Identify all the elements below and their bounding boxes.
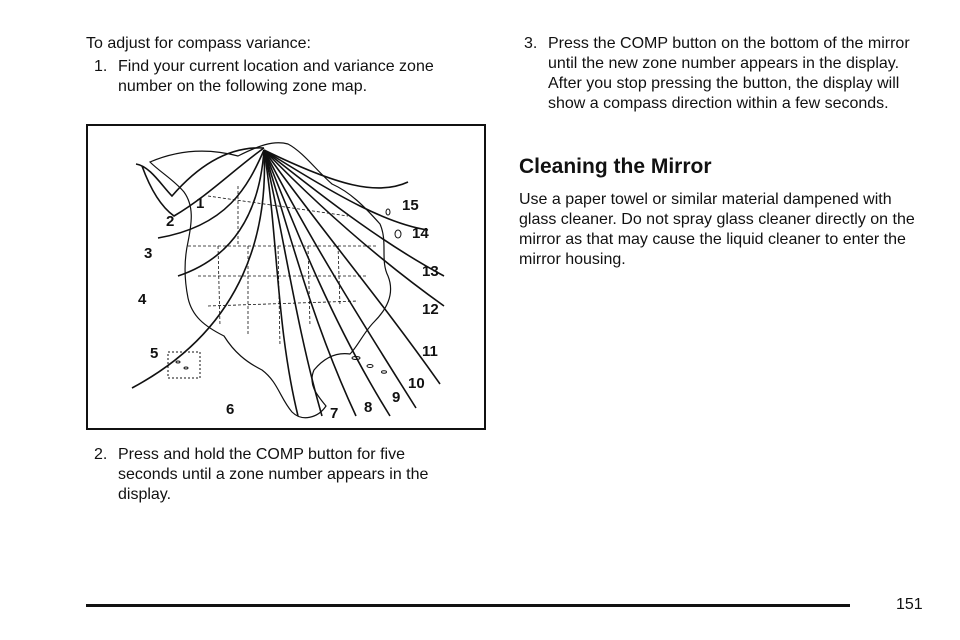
intro-text: To adjust for compass variance: (86, 35, 311, 52)
state-borders (188, 186, 378, 346)
step-text: Press and hold the COMP button for five seconds until a zone number appears in the display. (118, 446, 429, 503)
isogonic-line-9 (264, 150, 390, 416)
zone-label-8: 8 (364, 399, 373, 416)
zone-label-1: 1 (196, 195, 205, 212)
zone-label-15: 15 (402, 197, 419, 214)
zone-label-13: 13 (422, 263, 439, 280)
zone-label-14: 14 (412, 225, 429, 242)
cleaning-paragraph: Use a paper towel or similar material dampened with glass cleaner. Do not spray glass cleaner directly on the mirror as that may cause the liquid cleaner to enter the mirror housing. (519, 191, 915, 268)
zone-label-5: 5 (150, 345, 159, 362)
zone-label-7: 7 (330, 405, 339, 422)
zone-label-12: 12 (422, 301, 439, 318)
zone-map-drawing (88, 126, 484, 428)
zone-label-4: 4 (138, 291, 147, 308)
step-text: Press the COMP button on the bottom of the mirror until the new zone number appears in the display. After you stop pressing the button, the display will show a compass direction within a few seconds. (548, 35, 910, 112)
zone-label-9: 9 (392, 389, 401, 406)
zone-label-2: 2 (166, 213, 175, 230)
continent-outline (150, 143, 391, 418)
isogonic-line-1 (136, 148, 264, 196)
page-number: 151 (896, 596, 923, 613)
zone-label-10: 10 (408, 375, 425, 392)
isogonic-line-15 (264, 150, 408, 188)
step-number: 2. (94, 446, 108, 463)
step-text: Find your current location and variance zone number on the following zone map. (118, 58, 434, 95)
footer-rule (86, 604, 850, 607)
section-heading: Cleaning the Mirror (519, 155, 712, 178)
zone-label-3: 3 (144, 245, 153, 262)
step-number: 3. (524, 35, 538, 52)
zone-label-11: 11 (422, 343, 438, 360)
step-number: 1. (94, 58, 108, 75)
islands (168, 209, 401, 378)
zone-label-6: 6 (226, 401, 235, 418)
compass-zone-map (86, 124, 486, 430)
isogonic-lines (132, 148, 444, 416)
